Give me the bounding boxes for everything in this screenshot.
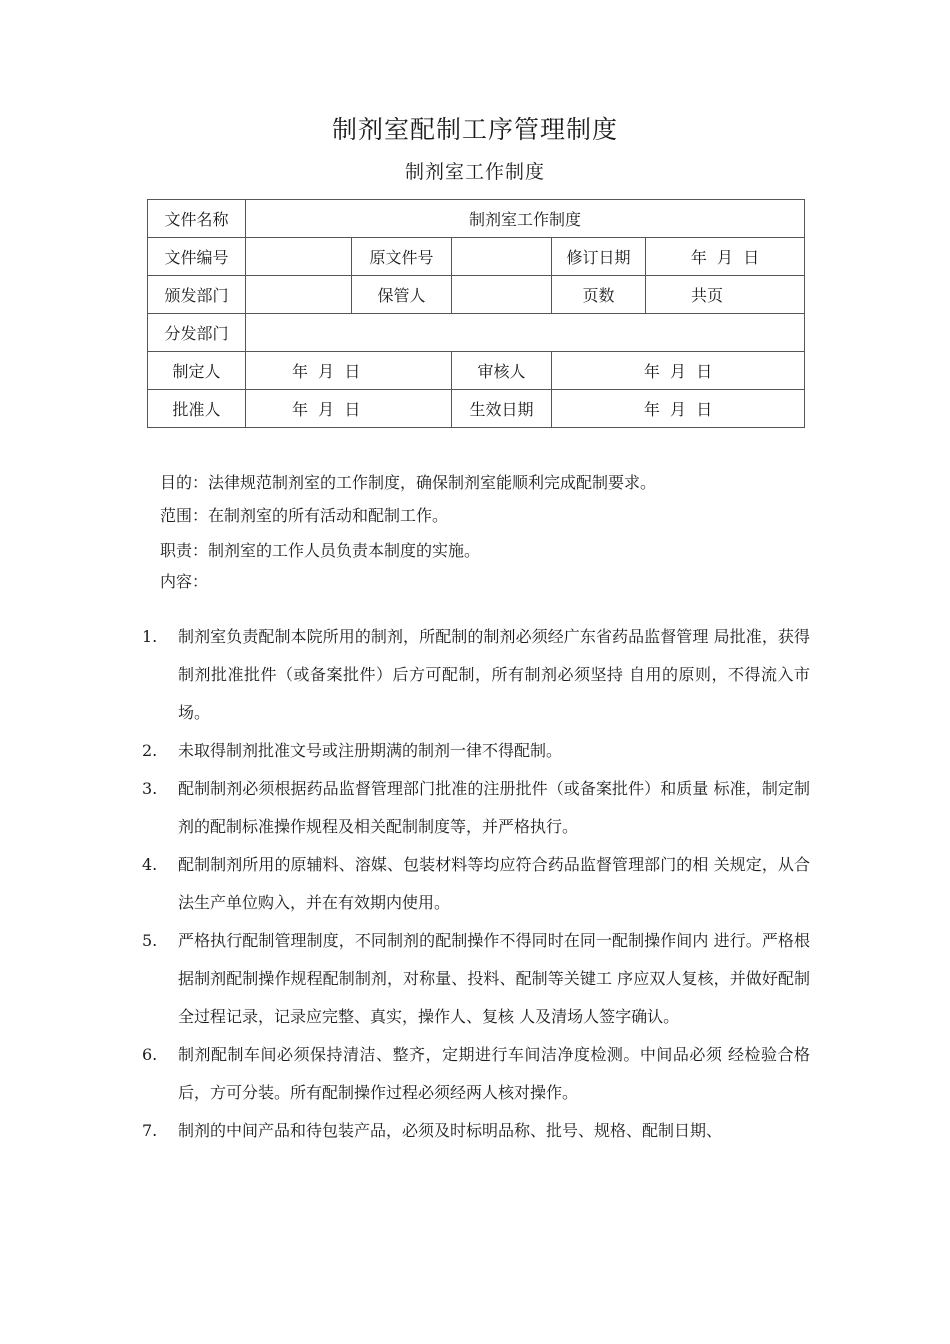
item-text: 未取得制剂批准文号或注册期满的制剂一律不得配制。 — [178, 741, 563, 760]
item-text: 制剂室负责配制本院所用的制剂，所配制的制剂必须经广东省药品监督管理 局批准，获得制剂批准批件（或备案批件）后方可配制，所有制剂必须坚持 自用的原则，不得流入市场。 — [178, 627, 810, 722]
purpose-text: 目的：法律规范制剂室的工作制度，确保制剂室能顺利完成配制要求。 — [160, 473, 657, 492]
issue-dept-value — [246, 276, 352, 314]
item-number: 3. — [142, 779, 158, 798]
list-item — [142, 1112, 810, 1150]
item-text: 配制制剂必须根据药品监督管理部门批准的注册批件（或备案批件）和质量 标准，制定制剂的配制标准操作规程及相关配制制度等，并严格执行。 — [178, 779, 810, 836]
pages-value: 共页 — [646, 276, 805, 314]
item-text: 制剂配制车间必须保持清洁、整齐，定期进行车间洁净度检测。中间品必须 经检验合格后，方可分装。所有配制操作过程必须经两人核对操作。 — [178, 1045, 810, 1102]
reviewer-label: 审核人 — [452, 352, 552, 390]
list-item — [142, 618, 810, 732]
table-row — [148, 276, 805, 314]
item-number: 7. — [142, 1121, 158, 1140]
custodian-label: 保管人 — [352, 276, 452, 314]
item-text: 配制制剂所用的原辅料、溶媒、包装材料等均应符合药品监督管理部门的相 关规定，从合法生产单位购入，并在有效期内使用。 — [178, 855, 810, 912]
issue-dept-label: 颁发部门 — [148, 276, 246, 314]
effective-date-value: 年 月 日 — [552, 390, 805, 428]
list-item — [142, 1036, 810, 1112]
revise-date-label: 修订日期 — [552, 238, 646, 276]
table-row — [148, 314, 805, 352]
custodian-value — [452, 276, 552, 314]
item-number: 4. — [142, 855, 158, 874]
item-number: 6. — [142, 1045, 158, 1064]
table-row — [148, 352, 805, 390]
revise-date-value: 年 月 日 — [646, 238, 805, 276]
document-subtitle: 制剂室工作制度 — [404, 161, 545, 183]
table-row — [148, 390, 805, 428]
drafter-date: 年 月 日 — [246, 352, 452, 390]
orig-file-no-value — [452, 238, 552, 276]
distribute-dept-value — [246, 314, 805, 352]
list-item — [142, 770, 810, 846]
approver-date: 年 月 日 — [246, 390, 452, 428]
document-title: 制剂室配制工序管理制度 — [331, 115, 618, 144]
file-no-label: 文件编号 — [148, 238, 246, 276]
document-info-table — [147, 199, 805, 428]
content-list — [142, 618, 810, 1150]
orig-file-no-label: 原文件号 — [352, 238, 452, 276]
item-number: 5. — [142, 931, 158, 950]
list-item — [142, 922, 810, 1036]
drafter-label: 制定人 — [148, 352, 246, 390]
item-number: 1. — [142, 627, 158, 646]
table-row — [148, 200, 805, 238]
item-text: 制剂的中间产品和待包装产品，必须及时标明品称、批号、规格、配制日期、 — [178, 1121, 723, 1140]
file-no-value — [246, 238, 352, 276]
effective-date-label: 生效日期 — [452, 390, 552, 428]
file-name-value: 制剂室工作制度 — [246, 200, 805, 238]
pages-label: 页数 — [552, 276, 646, 314]
item-text: 严格执行配制管理制度，不同制剂的配制操作不得同时在同一配制操作间内 进行。严格根据制剂配制操作规程配制制剂，对称量、投料、配制等关键工 序应双人复核，并做好配制全过程记录，记录应完整、真实，操作人、复核 人及清场人签字确认。 — [178, 931, 810, 1026]
distribute-dept-label: 分发部门 — [148, 314, 246, 352]
list-item — [142, 846, 810, 922]
item-number: 2. — [142, 741, 158, 760]
responsibility-text: 职责：制剂室的工作人员负责本制度的实施。 — [160, 541, 481, 560]
scope-text: 范围：在制剂室的所有活动和配制工作。 — [160, 506, 449, 525]
list-item — [142, 732, 810, 770]
table-row — [148, 238, 805, 276]
content-label: 内容： — [160, 572, 209, 591]
approver-label: 批准人 — [148, 390, 246, 428]
reviewer-date: 年 月 日 — [552, 352, 805, 390]
file-name-label: 文件名称 — [148, 200, 246, 238]
